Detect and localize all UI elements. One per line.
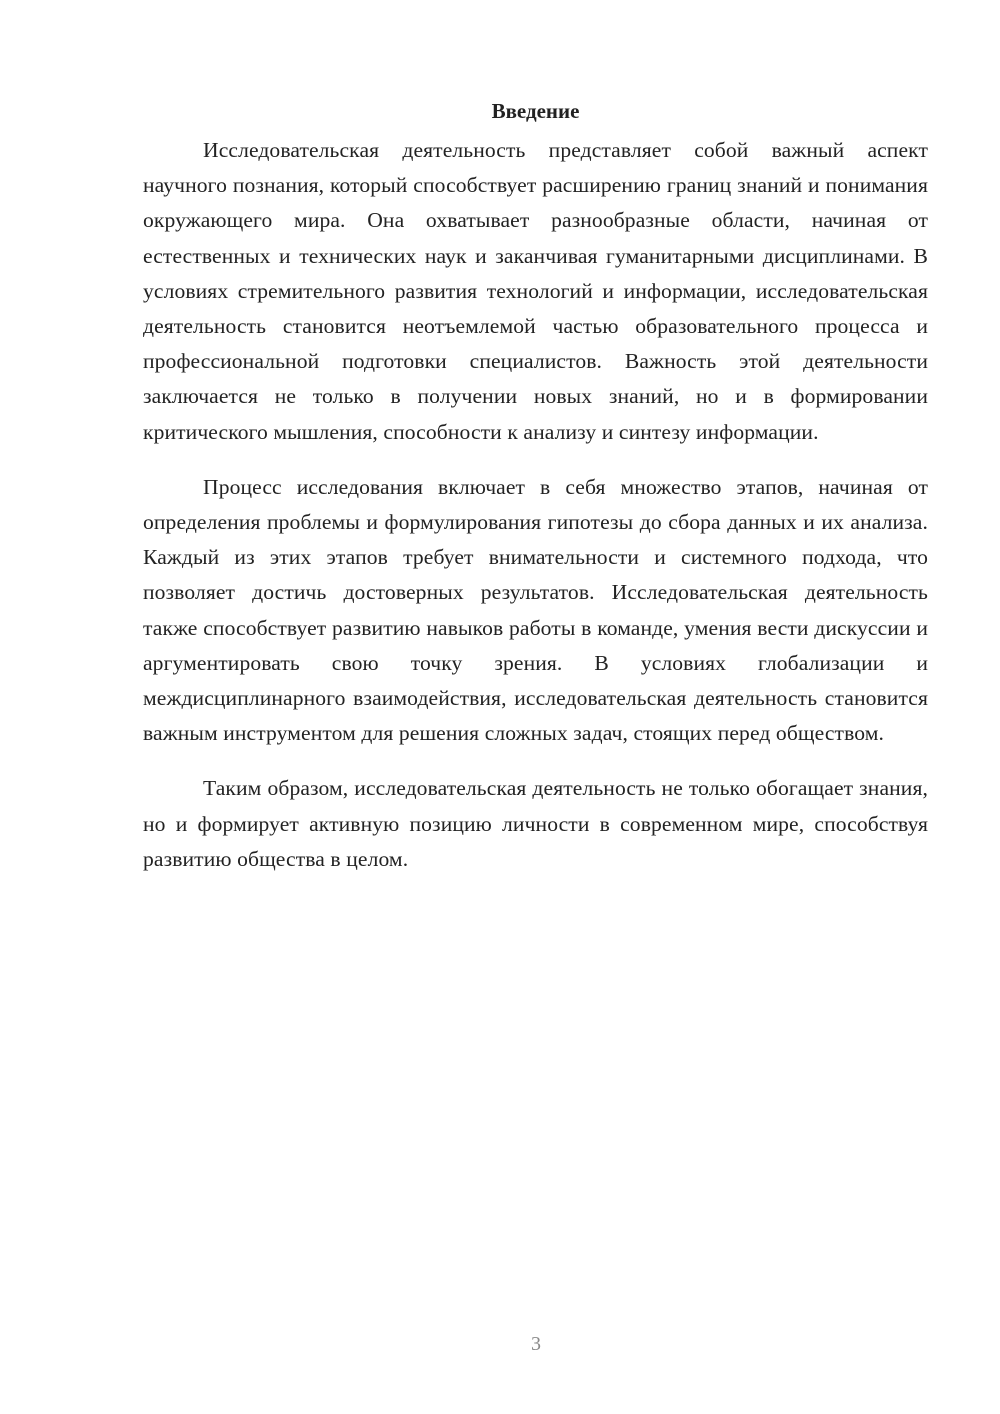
paragraph-3: Таким образом, исследовательская деятельность не только обогащает знания, но и формирует активную позицию личности в современном мире, способствуя развитию общества в целом. <box>143 776 928 871</box>
document-body <box>143 95 928 897</box>
paragraph-1: Исследовательская деятельность представляет собой важный аспект научного познания, который способствует расширению границ знаний и понимания окружающего мира. Она охватывает разнообразные области, начиная от естественных и технических наук и заканчивая гуманитарными дисциплинами. В условиях стремительного развития технологий и информации, исследовательская деятельность становится неотъемлемой частью образовательного процесса и профессиональной подготовки специалистов. Важность этой деятельности заключается не только в получении новых знаний, но и в формировании критического мышления, способности к анализу и синтезу информации. <box>143 138 928 444</box>
paragraph-2: Процесс исследования включает в себя множество этапов, начиная от определения проблемы и формулирования гипотезы до сбора данных и их анализа. Каждый из этих этапов требует внимательности и системного подхода, что позволяет достичь достоверных результатов. Исследовательская деятельность также способствует развитию навыков работы в команде, умения вести дискуссии и аргументировать свою точку зрения. В условиях глобализации и междисциплинарного взаимодействия, исследовательская деятельность становится важным инструментом для решения сложных задач, стоящих перед обществом. <box>143 474 928 746</box>
section-title: Введение <box>491 99 580 123</box>
page-number: 3 <box>531 1333 541 1355</box>
